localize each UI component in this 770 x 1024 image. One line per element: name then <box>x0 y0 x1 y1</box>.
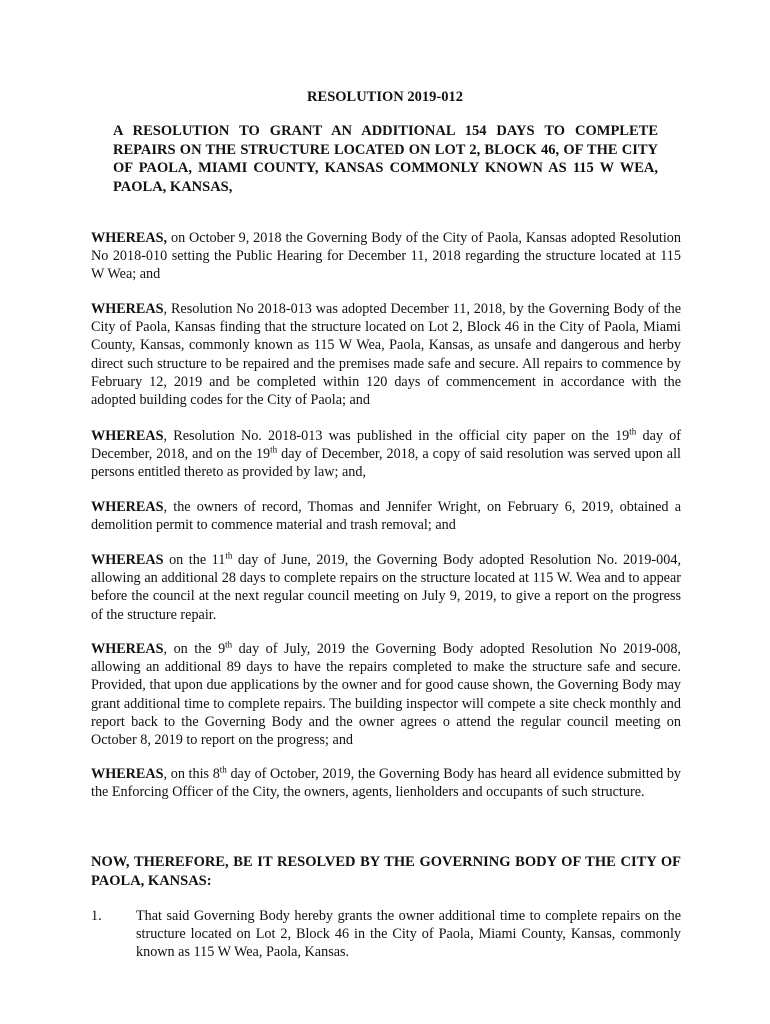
ordinal-suffix: th <box>270 444 278 455</box>
whereas-label: WHEREAS <box>91 552 164 568</box>
whereas-label: WHEREAS <box>91 428 164 444</box>
paragraph-text: , on the 9 <box>163 641 226 657</box>
whereas-paragraph-4 <box>91 498 681 534</box>
paragraph-text: on the 11 <box>163 552 226 568</box>
whereas-paragraph-3 <box>91 427 681 482</box>
whereas-label: WHEREAS <box>91 301 164 317</box>
ordinal-suffix: th <box>225 639 233 650</box>
resolved-clause: NOW, THEREFORE, BE IT RESOLVED BY THE GOVERNING BODY OF THE CITY OF PAOLA, KANSAS: <box>91 854 681 889</box>
paragraph-text: on October 9, 2018 the Governing Body of the City of Paola, Kansas adopted Resolution No 2018-010 setting the Public Hearing for December 11, 2018 regarding the structure located at 115 W Wea; and <box>91 230 681 283</box>
whereas-label: WHEREAS, <box>91 230 168 246</box>
whereas-paragraph-2 <box>91 300 681 409</box>
ordinal-suffix: th <box>225 550 233 561</box>
paragraph-text: , the owners of record, Thomas and Jennifer Wright, on February 6, 2019, obtained a demolition permit to commence material and trash removal; and <box>91 499 681 534</box>
whereas-label: WHEREAS <box>91 641 164 657</box>
whereas-label: WHEREAS <box>91 499 164 515</box>
whereas-paragraph-6 <box>91 640 681 749</box>
item-number: 1. <box>91 908 102 924</box>
whereas-paragraph-5 <box>91 551 681 624</box>
whereas-paragraph-1 <box>91 229 681 284</box>
paragraph-text: day of July, 2019 the Governing Body adopted Resolution No 2019-008, allowing an additional 89 days to have the repairs completed to make the structure safe and secure. Provided, that upon due applications by the owner and for good cause shown, the Governing Body may grant additional time to complete repairs. The building inspector will compete a site check monthly and report back to the Governing Body and the owner agrees o attend the regular council meeting on October 8, 2019 to report on the progress; and <box>91 641 681 749</box>
paragraph-text: , Resolution No 2018-013 was adopted December 11, 2018, by the Governing Body of the City of Paola, Kansas finding that the structure located on Lot 2, Block 46 in the City of Paola, Miami County, Kansas, commonly known as 115 W Wea, Paola, Kansas, as unsafe and dangerous and herby direct such structure to be repaired and the premises made safe and secure. All repairs to commence by February 12, 2019 and be completed within 120 days of commencement in accordance with the adopted building codes for the City of Paola; and <box>91 301 681 409</box>
paragraph-text: , on this 8 <box>163 766 220 782</box>
paragraph-text: day of December, 2018, a copy of said resolution was served upon all persons entitled thereto as provided by law; and, <box>91 446 681 481</box>
ordinal-suffix: th <box>629 426 637 437</box>
whereas-paragraph-7 <box>91 765 681 801</box>
resolution-heading: A RESOLUTION TO GRANT AN ADDITIONAL 154 DAYS TO COMPLETE REPAIRS ON THE STRUCTURE LOCATED ON LOT 2, BLOCK 46, OF THE CITY OF PAOLA, MIAMI COUNTY, KANSAS COMMONLY KNOWN AS 115 W WEA, PAOLA, KANSAS, <box>113 123 658 195</box>
ordinal-suffix: th <box>219 764 227 775</box>
whereas-label: WHEREAS <box>91 766 164 782</box>
item-text: That said Governing Body hereby grants the owner additional time to complete repairs on the structure located on Lot 2, Block 46 in the City of Paola, Miami County, Kansas, commonly known as 115 W Wea, Paola, Kansas. <box>136 908 681 961</box>
paragraph-text: day of June, 2019, the Governing Body adopted Resolution No. 2019-004, allowing an additional 28 days to complete repairs on the structure located at 115 W. Wea and to appear before the council at the next regular council meeting on July 9, 2019, to give a report on the progress of the structure repair. <box>91 552 681 623</box>
resolution-title: RESOLUTION 2019-012 <box>307 89 463 105</box>
paragraph-text: , Resolution No. 2018-013 was published in the official city paper on the 19 <box>163 428 630 444</box>
paragraph-text: day of December, 2018, and on the 19 <box>91 428 681 463</box>
paragraph-text: day of October, 2019, the Governing Body has heard all evidence submitted by the Enforcing Officer of the City, the owners, agents, lienholders and occupants of such structure. <box>91 766 682 801</box>
